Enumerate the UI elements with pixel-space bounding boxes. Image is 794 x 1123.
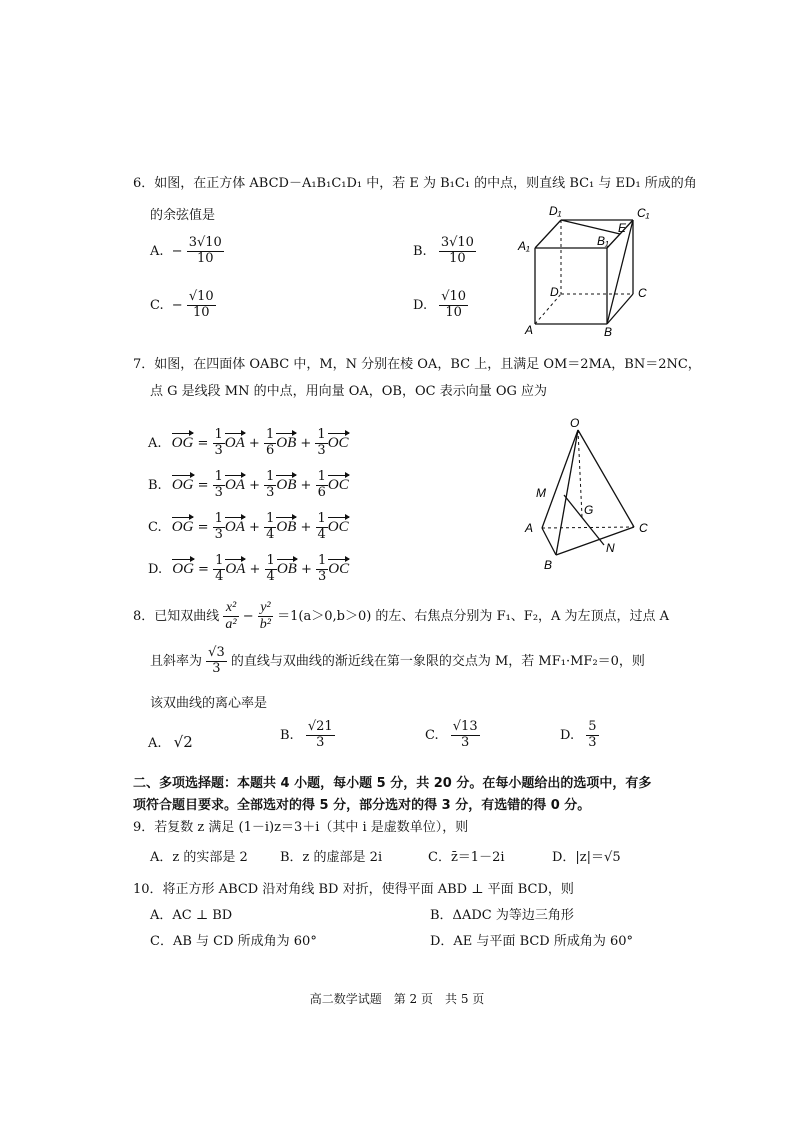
denominator: 3 [316,734,325,750]
denominator: 3 [214,526,223,542]
q8-option-c [425,720,480,751]
label-d1: D₁ [549,204,562,218]
option-letter: B. [413,243,427,259]
numerator: 1 [317,553,327,568]
q10-option-b: B．ΔADC 为等边三角形 [430,908,574,923]
numerator: 1 [265,427,275,442]
label-c: C [639,521,648,535]
numerator: 1 [215,553,224,568]
option-letter: D. [413,297,428,313]
label-c1: C₁ [637,206,650,220]
q6-option-b [413,236,476,267]
section2-line1: 二、多项选择题：本题共 4 小题，每小题 5 分，共 20 分。在每小题给出的选项中，有多 [133,776,652,791]
cube-figure [515,200,665,340]
denominator: 3 [317,568,327,584]
option-letter: D. [560,727,575,743]
q10-option-a: A．AC ⊥ BD [150,908,233,923]
numerator: 1 [317,511,326,526]
numerator: 1 [317,427,326,442]
q8-stem-line3: 该双曲线的离心率是 [150,696,268,711]
label-b1: B₁ [597,234,609,248]
denominator: 3 [214,442,223,458]
option-letter: A. [148,736,162,751]
numerator: √10 [441,289,467,304]
option-letter: B. [148,477,162,493]
numerator: √21 [307,719,333,734]
q10-option-c: C．AB 与 CD 所成角为 60° [150,934,317,949]
option-letter: C. [148,519,162,535]
numerator: 1 [266,553,275,568]
denominator: 10 [192,304,210,320]
q9-option-b: B．z 的虚部是 2i [280,850,383,865]
q8-stem2-suffix: 的直线与双曲线的渐近线在第一象限的交点为 M，若 MF₁·MF₂＝0，则 [230,653,645,669]
denominator: 6 [265,442,275,458]
label-b: B [544,558,553,572]
option-letter: C. [425,727,439,743]
q6-stem-line1: 6．如图，在正方体 ABCD－A₁B₁C₁D₁ 中，若 E 为 B₁C₁ 的中点，则直线 BC₁ 与 ED₁ 所成的角 [133,176,697,191]
q6-option-d [413,290,468,321]
label-d: D [550,285,559,299]
numerator: 1 [266,469,275,484]
q10-stem: 10．将正方形 ABCD 沿对角线 BD 对折，使得平面 ABD ⊥ 平面 BCD，则 [133,882,574,897]
denominator: 4 [317,526,326,542]
denominator: 4 [215,568,224,584]
denominator: 4 [266,568,275,584]
q9-option-d: D．|z|＝√5 [552,850,621,865]
numerator: 1 [214,427,223,442]
numerator: 3√10 [188,235,222,250]
numerator: 1 [214,511,223,526]
section2-line2: 项符合题目要求。全部选对的得 5 分，部分选对的得 3 分，有选错的得 0 分。 [133,798,591,813]
q8-stem-line2: 且斜率为 $\frac{√3}{3}$ 的直线与双曲线的渐近线在第一象限的交点为 M，若 MF₁·MF₂＝0，则 [150,645,645,676]
q6-option-c: C. − $\frac{√10}{10}$ [150,289,214,320]
q7-option-c: C. OG = $\frac{1}{3}$ OA + $\frac{1}{4}$ OB + $\frac{1}{4}$ OC [148,511,349,542]
label-n: N [606,541,615,555]
q9-option-c: C．z̄＝1－2i [428,850,505,865]
numerator: 3√10 [440,235,474,250]
label-g: G [584,503,594,517]
numerator: √10 [188,289,214,304]
denominator: 10 [445,304,462,320]
denominator: 10 [449,250,466,266]
option-letter: B. [280,727,294,743]
label-a: A [525,323,534,337]
q7-stem-line1: 7．如图，在四面体 OABC 中，M，N 分别在棱 OA，BC 上，且满足 OM＝2MA，BN＝2NC， [133,357,701,372]
label-b: B [604,325,613,339]
label-a1: A₁ [518,239,530,253]
q9-stem: 9．若复数 z 满足 (1－i)z＝3＋i（其中 i 是虚数单位），则 [133,820,469,835]
option-letter: D. [148,561,163,577]
q8-option-d [560,720,599,751]
label-c: C [638,286,647,300]
q8-stem-suffix: ＝1(a＞0,b＞0) 的左、右焦点分别为 F₁、F₂，A 为左顶点，过点 A [277,609,670,625]
denominator: 3 [317,442,326,458]
option-letter: A. [150,243,164,259]
denominator: 3 [266,484,275,500]
q10-option-d: D．AE 与平面 BCD 所成角为 60° [430,934,634,949]
q7-option-b: B. OG = $\frac{1}{3}$ OA + $\frac{1}{3}$ OB + $\frac{1}{6}$ OC [148,469,349,500]
denominator: 3 [588,734,597,750]
q7-option-d: D. OG = $\frac{1}{4}$ OA + $\frac{1}{4}$ OB + $\frac{1}{3}$ OC [148,553,350,584]
q6-option-a: A. − $\frac{3√10}{10}$ [150,235,222,266]
q8-stem-prefix: 8．已知双曲线 [133,609,220,625]
option-value: √2 [173,733,193,751]
denominator: 4 [266,526,275,542]
q8-option-b [280,720,335,751]
denominator: 3 [214,484,223,500]
q9-option-a: A．z 的实部是 2 [150,850,248,865]
label-m: M [536,486,546,500]
q7-option-a: A. OG = $\frac{1}{3}$ OA + $\frac{1}{6}$ OB + $\frac{1}{3}$ OC [148,427,349,458]
q7-stem-line2: 点 G 是线段 MN 的中点，用向量 OA，OB，OC 表示向量 OG 应为 [150,384,548,399]
label-o: O [570,416,580,430]
numerator: 1 [317,469,326,484]
option-letter: A. [148,435,162,451]
q8-option-a [148,733,193,751]
denominator: 6 [317,484,326,500]
tetrahedron-figure [520,415,660,575]
numerator: √13 [452,719,478,734]
option-letter: C. [150,297,164,313]
page-footer: 高二数学试题 第 2 页 共 5 页 [309,992,485,1006]
denominator: 10 [197,250,214,266]
q8-stem-line1: 8．已知双曲线 $\frac{\text{x²}}{\text{a²}}$ − $\frac{\text{y²}}{\text{b²}}$ ＝1(a＞0,b＞0) 的左、右焦点分别为 F₁、F₂，A 为左顶点，过点 A [133,600,670,633]
numerator: 5 [588,719,597,734]
label-e: E [618,221,627,235]
label-a: A [525,521,534,535]
numerator: 1 [266,511,275,526]
denominator: 3 [461,734,470,750]
q8-stem2-prefix: 且斜率为 [150,653,203,669]
numerator: 1 [214,469,223,484]
q6-stem-line2: 的余弦值是 [150,208,216,223]
